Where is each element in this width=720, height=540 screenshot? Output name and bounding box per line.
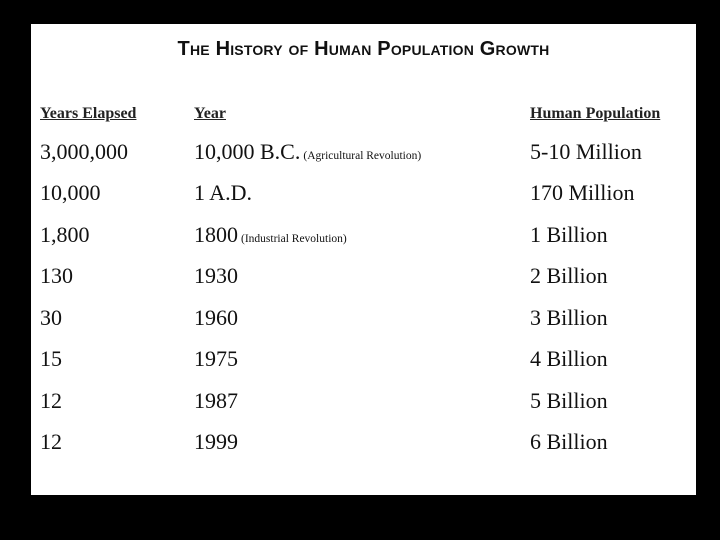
cell-population: 5 Billion (530, 388, 608, 413)
table-row (31, 345, 696, 385)
cell-years-elapsed: 12 (40, 429, 62, 454)
table-row (31, 262, 696, 302)
cell-year (194, 387, 238, 415)
cell-year (194, 304, 238, 332)
table-row (31, 221, 696, 261)
cell-year (194, 221, 347, 253)
cell-years-elapsed: 130 (40, 263, 73, 288)
cell-years-elapsed: 15 (40, 346, 62, 371)
cell-population: 2 Billion (530, 263, 608, 288)
table-row (31, 304, 696, 344)
year-value: 1 A.D. (194, 180, 253, 205)
year-note: (Agricultural Revolution) (303, 150, 422, 162)
cell-years-elapsed: 10,000 (40, 180, 101, 205)
year-note: (Industrial Revolution) (241, 233, 347, 245)
cell-population: 5-10 Million (530, 139, 642, 164)
cell-population: 6 Billion (530, 429, 608, 454)
cell-years-elapsed: 3,000,000 (40, 139, 128, 164)
table-row (31, 428, 696, 468)
cell-years-elapsed: 12 (40, 388, 62, 413)
cell-year (194, 138, 421, 170)
cell-year (194, 262, 238, 290)
cell-years-elapsed: 30 (40, 305, 62, 330)
table-row (31, 138, 696, 178)
cell-population: 3 Billion (530, 305, 608, 330)
year-value: 1960 (194, 305, 238, 330)
table-row (31, 179, 696, 219)
header-human-population: Human Population (530, 105, 661, 122)
year-value: 1999 (194, 429, 238, 454)
table-row (31, 387, 696, 427)
year-value: 1800 (194, 222, 238, 247)
cell-population: 4 Billion (530, 346, 608, 371)
year-value: 10,000 B.C. (194, 139, 301, 164)
slide (31, 24, 696, 495)
cell-years-elapsed: 1,800 (40, 222, 90, 247)
year-value: 1930 (194, 263, 238, 288)
cell-year (194, 179, 252, 207)
cell-year (194, 428, 238, 456)
header-year: Year (194, 105, 226, 122)
year-value: 1987 (194, 388, 238, 413)
year-value: 1975 (194, 346, 238, 371)
cell-population: 1 Billion (530, 222, 608, 247)
cell-year (194, 345, 238, 373)
slide-title: The History of Human Population Growth (177, 38, 550, 60)
header-years-elapsed: Years Elapsed (40, 105, 137, 122)
cell-population: 170 Million (530, 180, 635, 205)
